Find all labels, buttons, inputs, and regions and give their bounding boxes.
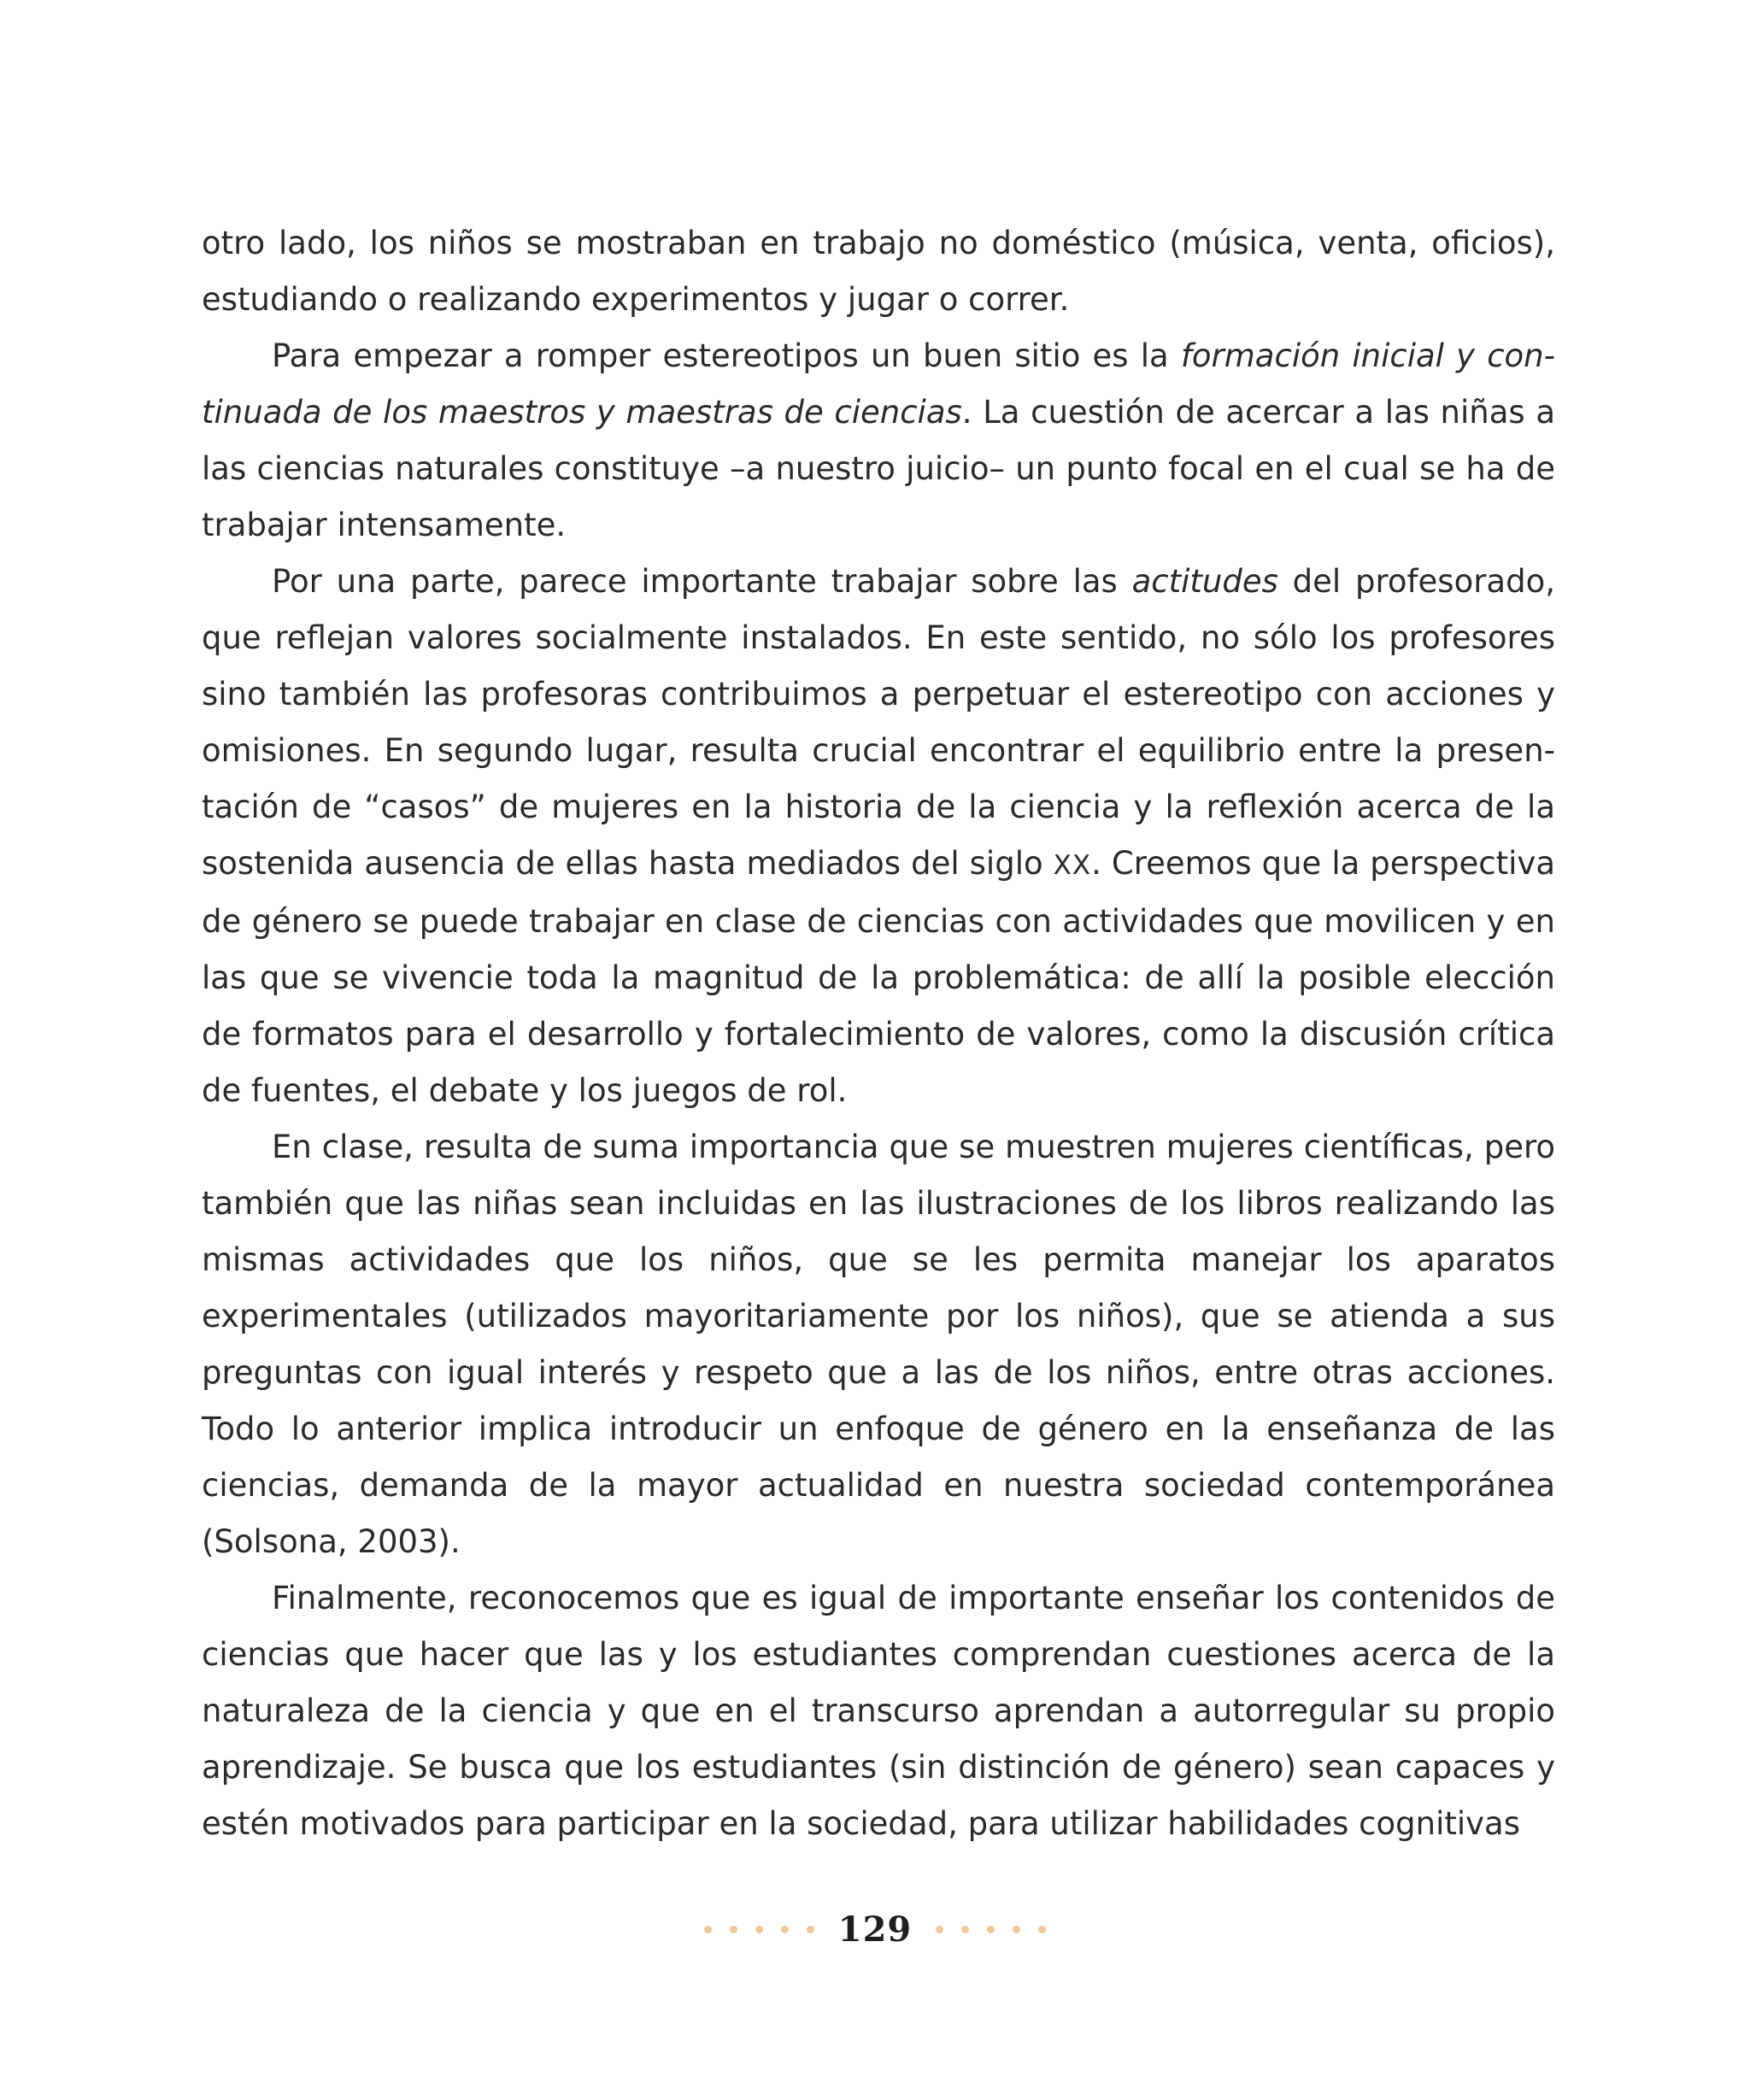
ornament-dot — [1013, 1926, 1020, 1933]
ornament-dot — [936, 1926, 943, 1933]
paragraph-1 — [202, 215, 1555, 328]
paragraph-5-text: Finalmente, reconocemos que es igual de importante enseñar los contenidos de ciencias que hacer que las y los estudiantes comprendan cuestiones acerca de la naturaleza de la ciencia y que en el transcurso aprendan a autorregular su propio aprendizaje. Se busca que los estudiantes (sin distinción de género) sean capaces y estén motivados para participar en la sociedad, para utilizar habilidades cognitivas — [202, 1580, 1555, 1842]
ornament-dot — [987, 1926, 995, 1933]
paragraph-1-text: otro lado, los niños se mostraban en trabajo no doméstico (música, venta, oficios), estudiando o realizando experimentos y jugar o correr. — [202, 225, 1555, 318]
paragraph-2-italic: formación inicial y continuada de los maestros y maestras de ciencias — [202, 337, 1555, 431]
paragraph-5 — [202, 1570, 1555, 1852]
paragraph-2-text-b: . La cuestión de acercar a las niñas a las ciencias naturales constituye –a nuestro juicio– un punto focal en el cual se ha de trabajar intensamente. — [202, 394, 1555, 543]
paragraph-3 — [202, 554, 1555, 1119]
paragraph-3-text-b: del profesorado, que reflejan valores socialmente instalados. En este sentido, no sólo los profesores sino también las profesoras contribuimos a perpetuar el estereotipo con acciones y omisiones. En segundo lugar, resulta crucial encontrar el equilibrio entre la presentación de “casos” de mujeres en la historia de la ciencia y la reflexión acerca de la sostenida ausencia de ellas hasta mediados del siglo — [202, 563, 1555, 882]
body-text — [202, 215, 1555, 1852]
right-dot-ornament — [936, 1926, 1046, 1933]
ornament-dot — [755, 1926, 763, 1933]
ornament-dot — [730, 1926, 737, 1933]
ornament-dot — [704, 1926, 712, 1933]
paragraph-3-text-c: . Creemos que la perspectiva de género se puede trabajar en clase de ciencias con actividades que movilicen y en las que se vivencie toda la magnitud de la problemática: de allí la posible elección de formatos para el desarrollo y fortalecimiento de valores, como la discusión crítica de fuentes, el debate y los juegos de rol. — [202, 845, 1555, 1109]
ornament-dot — [1038, 1926, 1046, 1933]
page-number: 129 — [837, 1909, 913, 1950]
paragraph-4 — [202, 1119, 1555, 1570]
paragraph-2 — [202, 328, 1555, 554]
ornament-dot — [807, 1926, 814, 1933]
left-dot-ornament — [704, 1926, 814, 1933]
paragraph-3-italic: actitudes — [1131, 563, 1278, 600]
paragraph-3-text-a: Por una parte, parece importante trabajar sobre las — [272, 563, 1132, 600]
page-footer — [0, 1903, 1750, 1955]
paragraph-4-text: En clase, resulta de suma importancia que se muestren mujeres científicas, pero también que las niñas sean incluidas en las ilustraciones de los libros realizando las mismas actividades que los niños, que se les permita manejar los aparatos experimentales (utilizados mayoritariamente por los niños), que se atienda a sus preguntas con igual interés y respeto que a las de los niños, entre otras acciones. Todo lo anterior implica introducir un enfoque de género en la enseñanza de las ciencias, demanda de la mayor actualidad en nuestra sociedad contemporánea (Solsona, 2003). — [202, 1129, 1555, 1560]
ornament-dot — [961, 1926, 969, 1933]
century-numeral: XX — [1053, 850, 1092, 881]
ornament-dot — [781, 1926, 789, 1933]
paragraph-2-text-a: Para empezar a romper estereotipos un buen sitio es la — [272, 337, 1181, 374]
